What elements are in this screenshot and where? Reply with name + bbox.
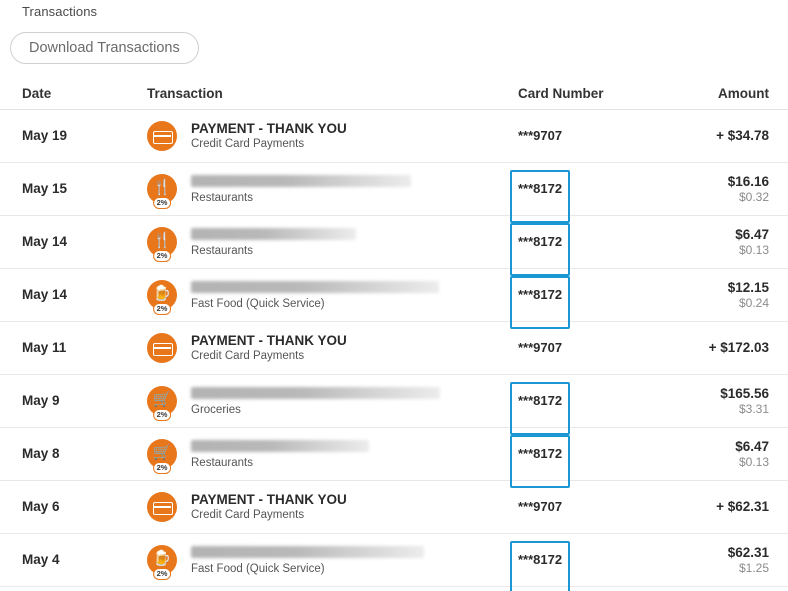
merchant-name: PAYMENT - THANK YOU	[191, 121, 347, 136]
amount-value: + $172.03	[708, 340, 769, 355]
transaction-text	[191, 226, 356, 258]
column-header-transaction: Transaction	[147, 86, 223, 101]
transaction-inner	[147, 333, 510, 363]
card-number-text: ***9707	[518, 340, 563, 355]
reward-rate-badge: 2%	[153, 568, 171, 581]
table-row[interactable]	[0, 481, 788, 534]
transaction-text	[191, 279, 439, 311]
transaction-details	[125, 226, 510, 258]
reward-rate-badge: 2%	[153, 197, 171, 210]
card-number-text: ***8172	[518, 446, 563, 461]
amount-value: + $62.31	[716, 499, 769, 514]
transaction-date-text: May 11	[22, 340, 67, 355]
amount-cell	[660, 280, 788, 311]
fast-food-icon-glyph: 🍺	[152, 550, 172, 567]
card-number-cell	[510, 127, 660, 145]
amount-value: $16.16	[727, 173, 769, 189]
card-number-cell	[510, 180, 660, 198]
amount-value: $62.31	[727, 544, 769, 560]
transaction-date	[0, 445, 125, 463]
card-number-text: ***8172	[518, 552, 563, 567]
card-number-cell	[510, 445, 660, 463]
restaurant-icon	[147, 174, 177, 207]
card-number-text: ***9707	[518, 128, 563, 143]
transaction-text	[191, 121, 347, 151]
amount-cell	[660, 128, 788, 144]
cashback-value: $0.13	[738, 242, 769, 257]
transaction-category: Restaurants	[191, 245, 254, 257]
transaction-date-text: May 9	[22, 393, 60, 408]
table-row[interactable]	[0, 375, 788, 428]
redacted-merchant-name	[191, 175, 411, 187]
amount-cell	[660, 227, 788, 258]
transaction-category: Groceries	[191, 404, 241, 416]
reward-rate-badge: 2%	[153, 250, 171, 263]
table-row[interactable]	[0, 163, 788, 216]
transaction-inner	[147, 438, 510, 470]
table-row[interactable]	[0, 269, 788, 322]
amount-value: $6.47	[735, 226, 769, 242]
amount-cell	[660, 439, 788, 470]
download-transactions-label: Download Transactions	[29, 40, 180, 56]
merchant-name: PAYMENT - THANK YOU	[191, 492, 347, 507]
transaction-inner	[147, 492, 510, 522]
table-header-row	[0, 78, 788, 110]
transaction-date	[0, 392, 125, 410]
transaction-inner	[147, 226, 510, 258]
transaction-details	[125, 279, 510, 311]
transaction-date	[0, 339, 125, 357]
table-row[interactable]	[0, 110, 788, 163]
restaurant-icon-glyph: 🍴	[152, 179, 172, 196]
amount-value: $165.56	[720, 385, 769, 401]
amount-cell	[660, 499, 788, 515]
transaction-date	[0, 233, 125, 251]
credit-card-icon	[147, 492, 177, 522]
transaction-category: Credit Card Payments	[191, 350, 305, 362]
transaction-text	[191, 544, 424, 576]
groceries-icon-glyph: 🛒	[152, 391, 172, 408]
transaction-details	[125, 544, 510, 576]
transaction-text	[191, 385, 440, 417]
column-header-card-number: Card Number	[518, 86, 604, 101]
redacted-merchant-name	[191, 546, 424, 558]
column-header-date: Date	[22, 86, 52, 101]
transaction-inner	[147, 121, 510, 151]
transaction-details	[125, 333, 510, 363]
restaurant-icon-glyph: 🍴	[152, 232, 172, 249]
transaction-category: Credit Card Payments	[191, 138, 305, 150]
transaction-details	[125, 385, 510, 417]
transaction-date-text: May 15	[22, 181, 68, 196]
fast-food-icon-glyph: 🍺	[152, 285, 172, 302]
card-number-cell	[510, 339, 660, 357]
transaction-date	[0, 498, 125, 516]
transaction-details	[125, 438, 510, 470]
transaction-date-text: May 14	[22, 287, 68, 302]
amount-cell	[660, 545, 788, 576]
reward-rate-badge: 2%	[153, 409, 171, 422]
transaction-inner	[147, 279, 510, 311]
download-transactions-button[interactable]	[10, 32, 199, 64]
card-number-cell	[510, 498, 660, 516]
transaction-date-text: May 8	[22, 446, 60, 461]
transaction-text	[191, 173, 411, 205]
transaction-details	[125, 121, 510, 151]
transaction-inner	[147, 173, 510, 205]
transaction-date-text: May 6	[22, 499, 60, 514]
transaction-category: Restaurants	[191, 192, 254, 204]
redacted-merchant-name	[191, 281, 439, 293]
redacted-merchant-name	[191, 228, 356, 240]
card-number-text: ***9707	[518, 499, 563, 514]
transaction-details	[125, 173, 510, 205]
transaction-category: Restaurants	[191, 457, 254, 469]
table-row[interactable]	[0, 322, 788, 375]
cashback-value: $3.31	[738, 401, 769, 416]
table-row[interactable]	[0, 534, 788, 587]
transaction-category: Fast Food (Quick Service)	[191, 563, 325, 575]
cashback-value: $0.13	[738, 454, 769, 469]
card-number-cell	[510, 392, 660, 410]
card-number-cell	[510, 233, 660, 251]
credit-card-icon	[147, 121, 177, 151]
transactions-table	[0, 78, 788, 587]
amount-value: + $34.78	[716, 128, 769, 143]
transaction-date-text: May 19	[22, 128, 68, 143]
page-title: Transactions	[22, 4, 98, 19]
transaction-date	[0, 180, 125, 198]
transaction-date-text: May 4	[22, 552, 60, 567]
transaction-text	[191, 492, 347, 522]
transaction-category: Fast Food (Quick Service)	[191, 298, 325, 310]
transaction-date	[0, 551, 125, 569]
amount-cell	[660, 174, 788, 205]
groceries-icon	[147, 439, 177, 472]
cashback-value: $0.24	[738, 295, 769, 310]
amount-value: $6.47	[735, 438, 769, 454]
transaction-inner	[147, 544, 510, 576]
transaction-details	[125, 492, 510, 522]
card-number-cell	[510, 286, 660, 304]
card-number-cell	[510, 551, 660, 569]
merchant-name: PAYMENT - THANK YOU	[191, 333, 347, 348]
card-number-text: ***8172	[518, 287, 563, 302]
transaction-date-text: May 14	[22, 234, 68, 249]
redacted-merchant-name	[191, 440, 369, 452]
amount-cell	[660, 386, 788, 417]
card-number-text: ***8172	[518, 234, 563, 249]
reward-rate-badge: 2%	[153, 462, 171, 475]
fast-food-icon	[147, 545, 177, 578]
fast-food-icon	[147, 280, 177, 313]
table-row[interactable]	[0, 428, 788, 481]
transaction-date	[0, 127, 125, 145]
groceries-icon	[147, 386, 177, 419]
groceries-icon-glyph: 🛒	[152, 444, 172, 461]
card-number-text: ***8172	[518, 393, 563, 408]
redacted-merchant-name	[191, 387, 440, 399]
amount-value: $12.15	[727, 279, 769, 295]
cashback-value: $0.32	[738, 189, 769, 204]
transaction-text	[191, 438, 369, 470]
transaction-date	[0, 286, 125, 304]
cashback-value: $1.25	[738, 560, 769, 575]
reward-rate-badge: 2%	[153, 303, 171, 316]
restaurant-icon	[147, 227, 177, 260]
transaction-text	[191, 333, 347, 363]
transaction-inner	[147, 385, 510, 417]
amount-cell	[660, 340, 788, 356]
column-header-amount: Amount	[718, 86, 769, 101]
card-number-text: ***8172	[518, 181, 563, 196]
table-row[interactable]	[0, 216, 788, 269]
table-body	[0, 110, 788, 587]
transaction-category: Credit Card Payments	[191, 509, 305, 521]
credit-card-icon	[147, 333, 177, 363]
